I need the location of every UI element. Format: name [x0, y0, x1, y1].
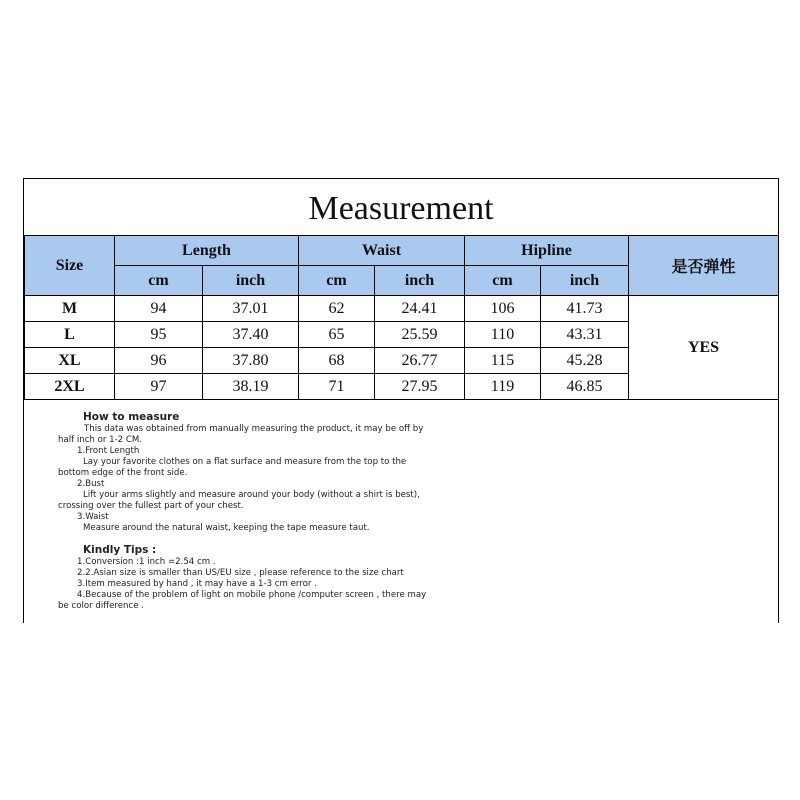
table-cell: 65: [299, 322, 375, 348]
table-cell: 37.40: [203, 322, 299, 348]
unit-header: inch: [203, 266, 299, 296]
table-cell: 46.85: [541, 374, 629, 400]
table-cell: 115: [465, 348, 541, 374]
tip-line: 3.Item measured by hand , it may have a 1-3 cm error .: [77, 579, 317, 589]
elastic-value: YES: [629, 296, 779, 400]
unit-header: inch: [375, 266, 465, 296]
size-cell: L: [25, 322, 115, 348]
table-cell: 41.73: [541, 296, 629, 322]
table-cell: 96: [115, 348, 203, 374]
note-line: half inch or 1-2 CM.: [58, 435, 143, 445]
table-cell: 37.80: [203, 348, 299, 374]
tip-line: be color difference .: [58, 601, 144, 611]
table-cell: 106: [465, 296, 541, 322]
note-line: 2.Bust: [77, 479, 105, 489]
note-line: 3.Waist: [77, 512, 109, 522]
measurement-sheet: [23, 178, 779, 623]
table-cell: 37.01: [203, 296, 299, 322]
unit-header: cm: [299, 266, 375, 296]
size-cell: XL: [25, 348, 115, 374]
table-cell: 25.59: [375, 322, 465, 348]
table-header-row: [25, 236, 779, 266]
size-header: Size: [25, 236, 115, 296]
unit-header: cm: [115, 266, 203, 296]
note-line: bottom edge of the front side.: [58, 468, 188, 478]
table-cell: 119: [465, 374, 541, 400]
table-row: [25, 296, 779, 322]
table-cell: 94: [115, 296, 203, 322]
unit-header: inch: [541, 266, 629, 296]
note-line: 1.Front Length: [77, 446, 140, 456]
table-cell: 27.95: [375, 374, 465, 400]
note-line: Measure around the natural waist, keeping the tape measure taut.: [83, 523, 370, 533]
table-cell: 110: [465, 322, 541, 348]
kindly-tips-heading: Kindly Tips :: [83, 544, 157, 556]
size-cell: 2XL: [25, 374, 115, 400]
how-to-measure-heading: How to measure: [83, 411, 180, 423]
table-cell: 26.77: [375, 348, 465, 374]
note-line: crossing over the fullest part of your chest.: [58, 501, 244, 511]
table-cell: 38.19: [203, 374, 299, 400]
size-chart-table: [24, 235, 779, 400]
table-cell: 62: [299, 296, 375, 322]
note-line: Lift your arms slightly and measure around your body (without a shirt is best),: [83, 490, 420, 500]
length-header: Length: [115, 236, 299, 266]
note-line: This data was obtained from manually measuring the product, it may be off by: [84, 424, 424, 434]
table-cell: 24.41: [375, 296, 465, 322]
table-cell: 95: [115, 322, 203, 348]
elastic-header: 是否弹性: [629, 236, 779, 296]
table-cell: 43.31: [541, 322, 629, 348]
size-cell: M: [25, 296, 115, 322]
tip-line: 2.2.Asian size is smaller than US/EU size , please reference to the size chart: [77, 568, 404, 578]
table-cell: 97: [115, 374, 203, 400]
unit-header: cm: [465, 266, 541, 296]
table-cell: 71: [299, 374, 375, 400]
tip-line: 1.Conversion :1 inch =2.54 cm .: [77, 557, 216, 567]
hipline-header: Hipline: [465, 236, 629, 266]
note-line: Lay your favorite clothes on a flat surface and measure from the top to the: [83, 457, 407, 467]
waist-header: Waist: [299, 236, 465, 266]
page-title: Measurement: [308, 190, 494, 227]
measurement-notes: [58, 411, 538, 612]
tip-line: 4.Because of the problem of light on mobile phone /computer screen , there may: [77, 590, 427, 600]
table-cell: 68: [299, 348, 375, 374]
table-cell: 45.28: [541, 348, 629, 374]
